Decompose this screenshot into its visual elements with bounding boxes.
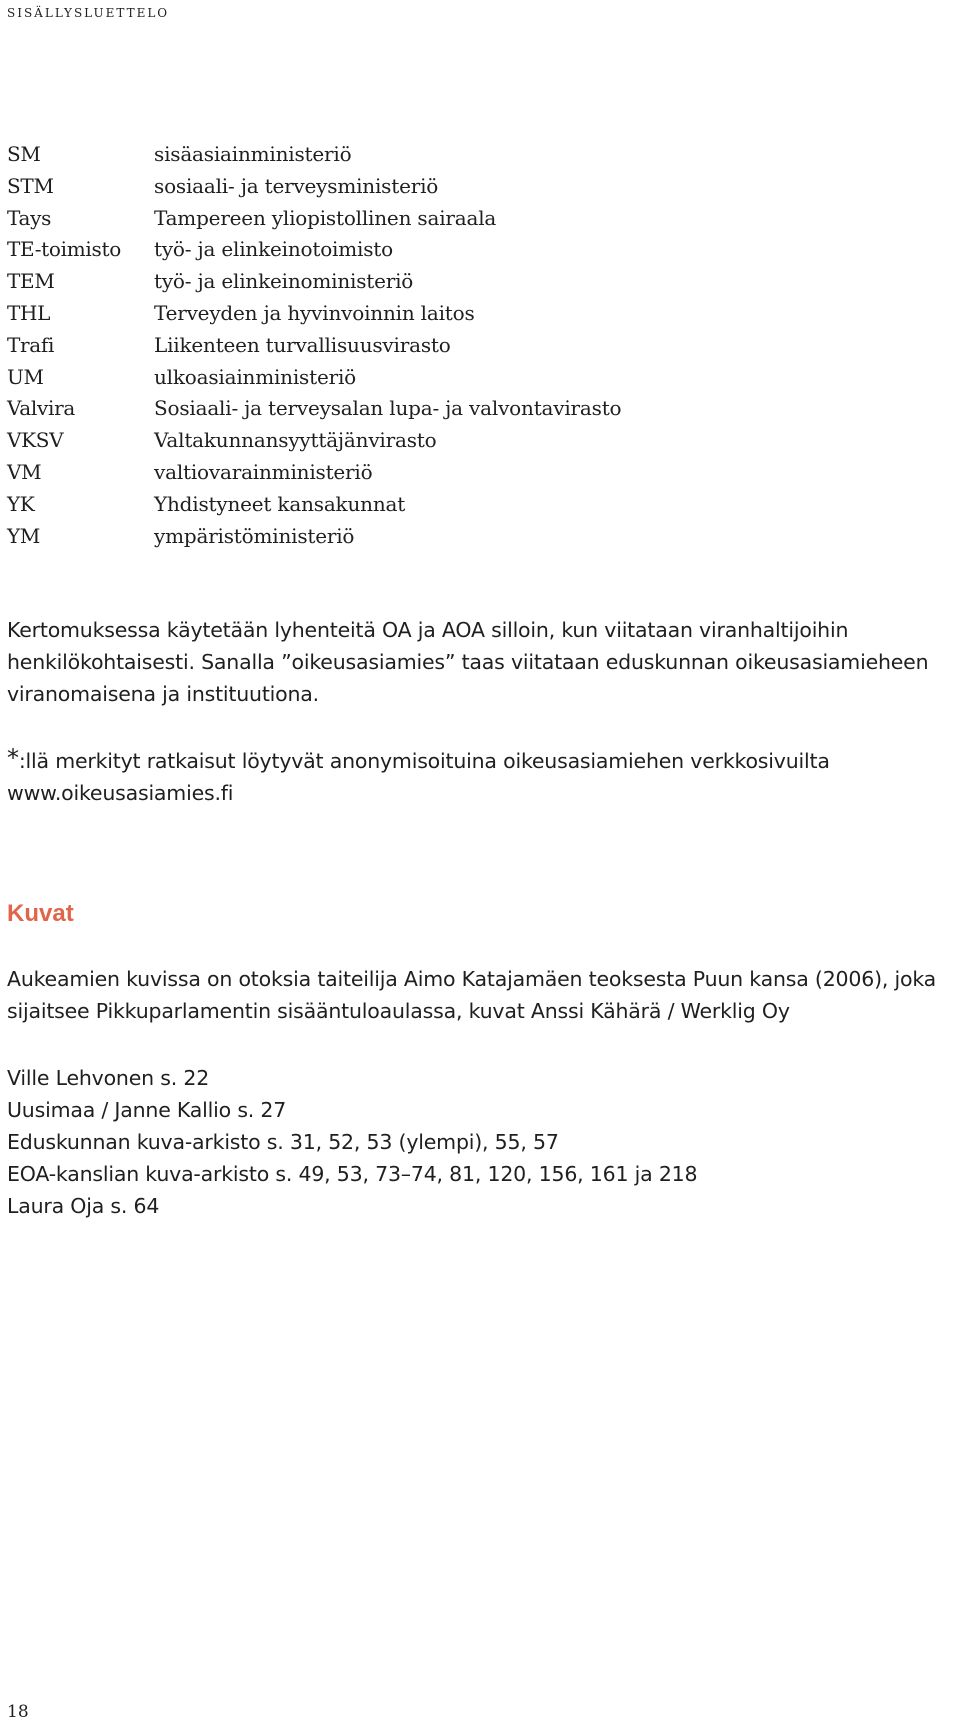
abbreviation-row [7,457,621,489]
abbreviation-row [7,489,621,521]
abbreviation-row [7,521,621,553]
photo-credits-list [7,1062,697,1222]
abbreviation-meaning: sisäasiainministeriö [154,142,352,166]
page-number: 18 [7,1702,29,1722]
abbreviation-row [7,393,621,425]
abbreviation-row [7,171,621,203]
abbreviation: Valvira [7,396,76,421]
abbreviation: TEM [7,269,55,294]
abbreviation-meaning: Tampereen yliopistollinen sairaala [154,205,497,230]
abbreviation-row [7,362,621,394]
photo-credit-line: Eduskunnan kuva-arkisto s. 31, 52, 53 (ylempi), 55, 57 [7,1130,559,1154]
abbreviation-meaning: sosiaali- ja terveysministeriö [154,173,439,198]
photo-credit-line: EOA-kanslian kuva-arkisto s. 49, 53, 73–74, 81, 120, 156, 161 ja 218 [7,1162,698,1186]
starred-note-text: :llä merkityt ratkaisut löytyvät anonymisoituina oikeusasiamiehen verkkosivuilta [18,749,830,773]
abbreviation-usage-note: Kertomuksessa käytetään lyhenteitä OA ja AOA silloin, kun viitataan viranhaltijoihin henkilökohtaisesti. Sanalla ”oikeusasiamies” taas viitataan eduskunnan oikeusasiamieheen viranomaisena ja instituutiona. [7,618,929,706]
abbreviation: THL [7,300,51,325]
photo-credit-line: Ville Lehvonen s. 22 [7,1066,210,1090]
abbreviation-row [7,203,621,235]
abbreviation-list [7,139,621,552]
abbreviation: STM [7,173,54,198]
photo-credit-line: Uusimaa / Janne Kallio s. 27 [7,1098,287,1122]
abbreviation-row [7,425,621,457]
abbreviation-meaning: Valtakunnansyyttäjänvirasto [154,428,437,453]
abbreviation-meaning: valtiovarainministeriö [154,459,373,484]
abbreviation: VM [7,459,42,484]
abbreviation-meaning: Sosiaali- ja terveysalan lupa- ja valvontavirasto [154,396,622,421]
abbreviation: YK [7,491,35,516]
images-section-heading: Kuvat [7,900,74,927]
abbreviation-meaning: työ- ja elinkeinotoimisto [154,237,393,262]
running-header: sisällysluettelo [7,2,170,22]
abbreviation-meaning: Terveyden ja hyvinvoinnin laitos [154,300,475,325]
abbreviation: TE-toimisto [7,237,121,262]
abbreviation-meaning: Yhdistyneet kansakunnat [154,491,406,516]
asterisk-symbol: * [7,744,19,772]
website-link[interactable]: www.oikeusasiamies.fi [7,781,234,805]
abbreviation-row [7,234,621,266]
abbreviation: UM [7,364,44,389]
abbreviation-row [7,139,621,171]
abbreviation: VKSV [7,428,64,453]
starred-decisions-note [7,742,955,809]
photo-credit-line: Laura Oja s. 64 [7,1194,160,1218]
abbreviation: YM [7,523,41,548]
abbreviation: SM [7,142,41,166]
abbreviation-row [7,266,621,298]
abbreviation: Trafi [7,332,55,357]
abbreviation: Tays [7,205,52,230]
images-intro-paragraph: Aukeamien kuvissa on otoksia taiteilija Aimo Katajamäen teoksesta Puun kansa (2006), joka sijaitsee Pikkuparlamentin sisääntuloaulassa, kuvat Anssi Kähärä / Werklig Oy [7,967,937,1023]
abbreviation-meaning: työ- ja elinkeinoministeriö [154,269,414,294]
abbreviation-meaning: ympäristöministeriö [154,523,355,548]
abbreviation-meaning: Liikenteen turvallisuusvirasto [154,332,451,357]
abbreviation-row [7,330,621,362]
abbreviation-row [7,298,621,330]
abbreviation-meaning: ulkoasiainministeriö [154,364,356,389]
